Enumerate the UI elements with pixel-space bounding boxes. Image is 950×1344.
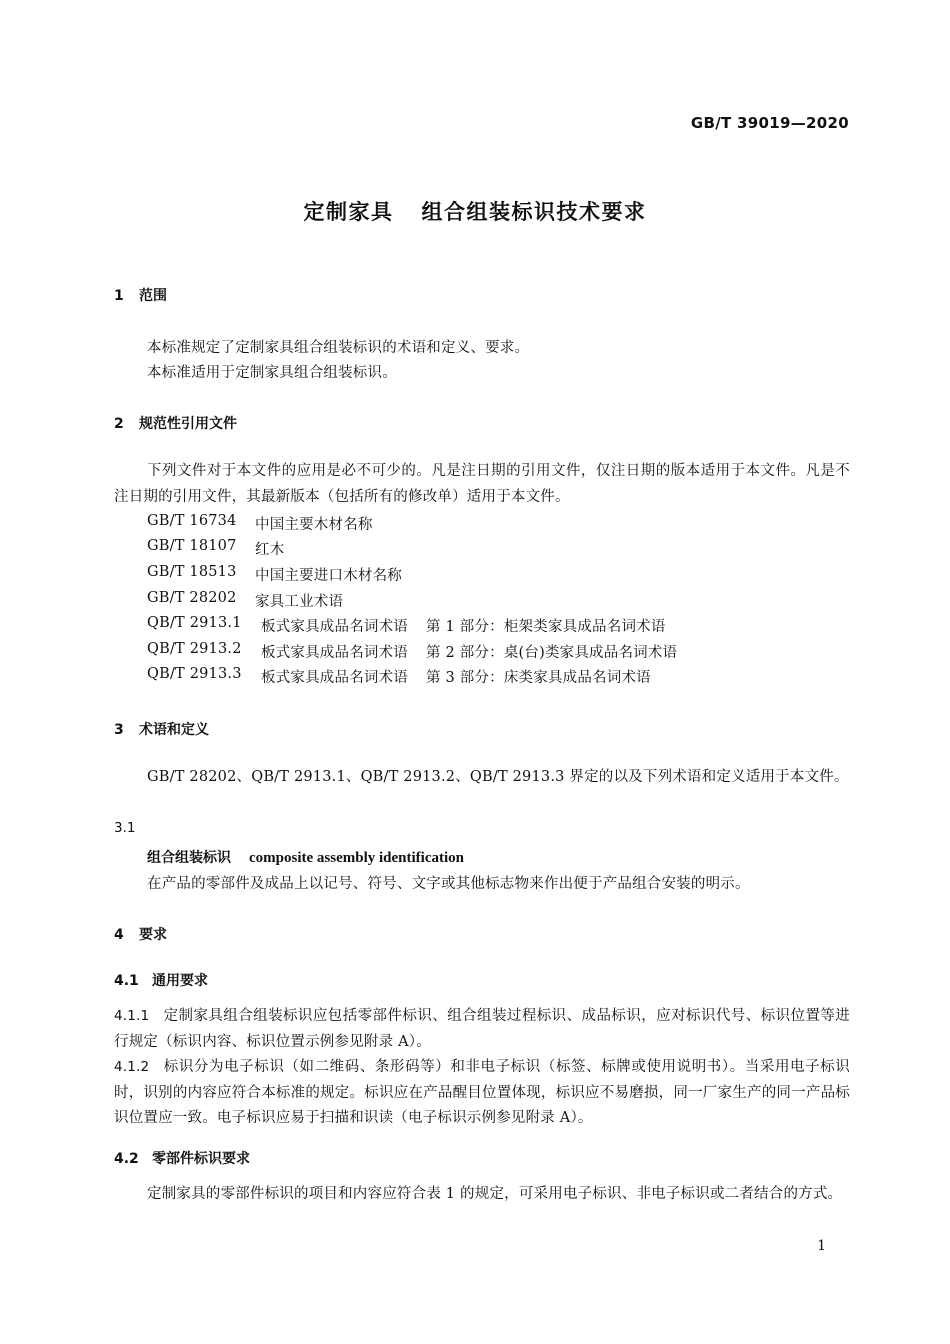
- subsection-4-1-heading: [114, 970, 208, 990]
- section-1-paragraph-1: 本标准规定了定制家具组合组装标识的术语和定义、要求。: [147, 340, 530, 356]
- section-2-heading: [114, 413, 237, 433]
- title-part-2: 组合组装标识技术要求: [421, 200, 647, 224]
- reference-name: 家具工业术语: [255, 594, 344, 610]
- section-2-intro: 下列文件对于本文件的应用是必不可少的。凡是注日期的引用文件，仅注日期的版本适用于本文件。凡是不注日期的引用文件，其最新版本（包括所有的修改单）适用于本文件。: [114, 463, 850, 505]
- reference-item: [147, 615, 666, 636]
- title-part-1: 定制家具: [303, 200, 394, 224]
- section-1-paragraph-2: 本标准适用于定制家具组合组装标识。: [147, 365, 397, 381]
- section-2-title: 规范性引用文件: [139, 416, 237, 432]
- clause-4-1-1-number: 4.1.1: [114, 1008, 150, 1024]
- reference-code: QB/T 2913.2: [147, 641, 242, 657]
- clause-4-1-1-text: 定制家具组合组装标识应包括零部件标识、组合组装过程标识、成品标识，应对标识代号、标识位置等进行规定（标识内容、标识位置示例参见附录 A）。: [114, 1008, 850, 1050]
- reference-code: GB/T 18107: [147, 538, 237, 554]
- section-4-title: 要求: [139, 927, 167, 943]
- reference-part: 第 1 部分：柜架类家具成品名词术语: [426, 619, 666, 635]
- page-number: 1: [817, 1238, 826, 1254]
- reference-part: 第 3 部分：床类家具成品名词术语: [426, 670, 651, 686]
- reference-item: [147, 666, 651, 687]
- reference-item: [147, 564, 402, 585]
- subsection-4-2-number: 4.2: [114, 1151, 139, 1167]
- clause-4-1-2-number: 4.1.2: [114, 1059, 150, 1075]
- reference-name: 板式家具成品名词术语: [261, 670, 408, 686]
- section-3-heading: [114, 719, 209, 739]
- term-heading: [147, 847, 464, 867]
- section-2-number: 2: [114, 416, 124, 432]
- subsection-4-2-title: 零部件标识要求: [152, 1151, 250, 1167]
- section-3-title: 术语和定义: [139, 722, 209, 738]
- section-1-number: 1: [114, 288, 124, 304]
- reference-code: QB/T 2913.3: [147, 666, 242, 682]
- term-chinese: 组合组装标识: [147, 850, 231, 866]
- subsection-4-2-heading: [114, 1148, 250, 1168]
- reference-code: QB/T 2913.1: [147, 615, 242, 631]
- reference-code: GB/T 16734: [147, 513, 237, 529]
- reference-name: 中国主要进口木材名称: [255, 568, 402, 584]
- clause-4-1-2-text: 标识分为电子标识（如二维码、条形码等）和非电子标识（标签、标牌或使用说明书）。当采用电子标识时，识别的内容应符合本标准的规定。标识应在产品醒目位置体现，标识应不易磨损，同一厂家生产的同一产品标识位置应一致。电子标识应易于扫描和识读（电子标识示例参见附录 A）。: [114, 1059, 850, 1126]
- reference-item: [147, 513, 373, 534]
- section-1-heading: [114, 285, 167, 305]
- section-4-number: 4: [114, 927, 124, 943]
- document-title: [0, 196, 950, 226]
- reference-name: 红木: [255, 542, 285, 558]
- subsection-4-2-paragraph: 定制家具的零部件标识的项目和内容应符合表 1 的规定，可采用电子标识、非电子标识或二者结合的方式。: [147, 1186, 843, 1202]
- clause-4-1-1: [114, 1004, 850, 1055]
- section-3-number: 3: [114, 722, 124, 738]
- section-1-title: 范围: [139, 288, 167, 304]
- section-3-intro: GB/T 28202、QB/T 2913.1、QB/T 2913.2、QB/T 2913.3 界定的以及下列术语和定义适用于本文件。: [147, 769, 849, 785]
- reference-item: [147, 590, 343, 611]
- term-english: composite assembly identification: [249, 850, 464, 866]
- section-4-heading: [114, 924, 167, 944]
- term-number: 3.1: [114, 820, 136, 836]
- reference-code: GB/T 28202: [147, 590, 237, 606]
- subsection-4-1-number: 4.1: [114, 973, 139, 989]
- reference-code: GB/T 18513: [147, 564, 237, 580]
- standard-code: GB/T 39019—2020: [690, 114, 849, 132]
- reference-name: 板式家具成品名词术语: [261, 645, 408, 661]
- subsection-4-1-title: 通用要求: [152, 973, 208, 989]
- clause-4-1-2: [114, 1055, 850, 1132]
- reference-name: 板式家具成品名词术语: [261, 619, 408, 635]
- reference-item: [147, 641, 677, 662]
- reference-part: 第 2 部分：桌(台)类家具成品名词术语: [426, 645, 678, 661]
- reference-item: [147, 538, 284, 559]
- reference-name: 中国主要木材名称: [255, 517, 373, 533]
- term-definition: 在产品的零部件及成品上以记号、符号、文字或其他标志物来作出便于产品组合安装的明示。: [147, 876, 750, 892]
